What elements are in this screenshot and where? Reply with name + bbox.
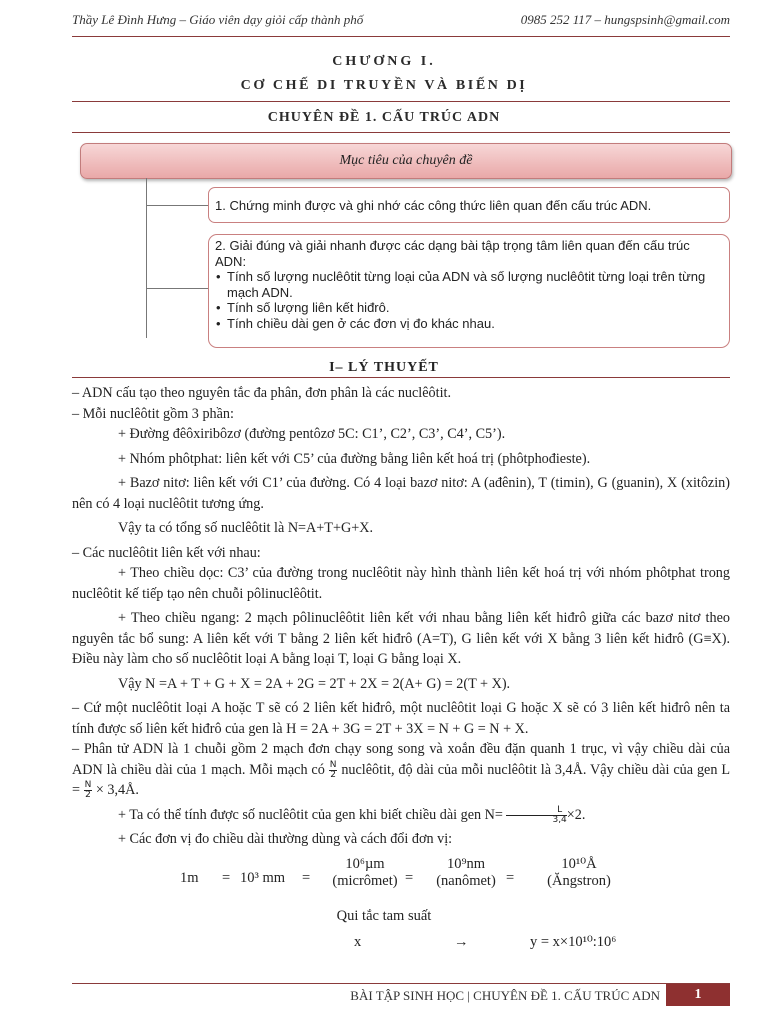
- label: (Ăngstron): [547, 873, 611, 889]
- text: × 3,4Å.: [92, 782, 139, 798]
- numerator: N: [84, 780, 92, 791]
- header-right: 0985 252 117 – hungspsinh@gmail.com: [520, 12, 730, 27]
- numerator: L: [506, 806, 566, 816]
- chapter-divider: [72, 101, 730, 102]
- unit-mm: 10³ mm: [240, 870, 286, 886]
- equals: =: [222, 870, 231, 886]
- paragraph: – Các nuclêôtit liên kết với nhau:: [72, 544, 261, 561]
- goals-connector-branch-2: [146, 288, 208, 289]
- paragraph: – Cứ một nuclêôtit loại A hoặc T sẽ có 2 liên kết hiđrô, một nuclêôtit loại G hoặc X sẽ có 3 liên kết hiđrô nên ta tính được số liên kết hiđrô của gen là H = 2A + 3G = 2T + 3X = N + G = N + X.: [72, 700, 730, 737]
- equals: =: [506, 870, 515, 886]
- value: 10⁹nm: [446, 856, 486, 872]
- equals: =: [302, 870, 311, 886]
- goals-connector: [146, 178, 147, 338]
- fraction-n-over-2: [84, 781, 93, 800]
- paragraph: – ADN cấu tạo theo nguyên tắc đa phân, đơn phân là các nuclêôtit.: [72, 385, 452, 401]
- goal-item-2-list: [215, 269, 723, 331]
- rule-x: x: [354, 934, 362, 950]
- unit-micrometer: [320, 856, 410, 890]
- value: 10¹⁰Å: [561, 856, 597, 872]
- paragraph: + Các đơn vị đo chiều dài thường dùng và cách đổi đơn vị:: [118, 831, 453, 847]
- chapter-title: CƠ CHẾ DI TRUYỀN VÀ BIẾN DỊ: [240, 78, 528, 93]
- text: + Ta có thể tính được số nuclêôtit của gen khi biết chiều dài gen N=: [118, 806, 507, 823]
- paragraph: + Theo chiều ngang: 2 mạch pôlinuclêôtit liên kết với nhau bằng liên kết hiđrô giữa các bazơ nitơ theo nguyên tắc bổ sung: A liên kết với T bằng 2 liên kết hiđrô (A=T), G liên kết với X bằng 3 liên kết hiđrô (G≡X). Điều này làm cho số nuclêôtit loại A bằng loại T, loại G bằng loại X.: [72, 610, 730, 667]
- denominator: 2: [85, 790, 91, 801]
- unit-m: 1m: [180, 870, 199, 886]
- header-divider: [72, 36, 730, 37]
- label: (micrômet): [332, 873, 398, 889]
- topic-divider: [72, 132, 730, 133]
- arrow-icon: →: [454, 934, 469, 950]
- rule-y: y = x×10¹⁰:10⁶: [530, 934, 617, 950]
- paragraph: – Mỗi nuclêôtit gồm 3 phần:: [72, 405, 234, 422]
- paragraph: + Đường đêôxiribôzơ (đường pentôzơ 5C: C1’, C2’, C3’, C4’, C5’).: [118, 426, 506, 442]
- paragraph: + Nhóm phôtphat: liên kết với C5’ của đường bằng liên kết hoá trị (phôtphođieste).: [118, 450, 591, 467]
- value: 10⁶µm: [345, 856, 385, 872]
- unit-angstrom: [534, 856, 624, 890]
- paragraph-length: [72, 739, 730, 801]
- goal-bullet: • Tính số lượng liên kết hiđrô.: [227, 300, 723, 316]
- goals-heading: Mục tiêu của chuyên đề: [80, 143, 732, 179]
- denominator: 3,4: [552, 814, 567, 825]
- chapter-label: CHƯƠNG I.: [332, 54, 436, 69]
- section-title: I– LÝ THUYẾT: [329, 360, 439, 375]
- text: nuclêôtit, độ dài của mỗi nuclêôtit là 3,4Å. Vậy chiều dài của gen L =: [72, 761, 730, 798]
- goal-item-1: 1. Chứng minh được và ghi nhớ các công thức liên quan đến cấu trúc ADN.: [208, 187, 730, 223]
- paragraph: Vậy ta có tổng số nuclêôtit là N=A+T+G+X.: [118, 520, 374, 536]
- goal-bullet: • Tính chiều dài gen ở các đơn vị đo khác nhau.: [227, 316, 723, 332]
- unit-nanometer: [426, 856, 506, 890]
- text: – Phân tử ADN là 1 chuỗi gồm 2 mạch đơn chạy song song và xoắn đều đặn quanh 1 trục, vì vậy chiều dài của ADN là chiều dài của 1 mạch. Mỗi mạch có: [72, 741, 730, 778]
- equals: =: [405, 870, 414, 886]
- text: ×2.: [566, 806, 586, 823]
- fraction-l-over-3-4: [506, 806, 566, 825]
- header-left: Thầy Lê Đình Hưng – Giáo viên dạy giỏi cấp thành phố: [72, 12, 364, 27]
- footer-text: BÀI TẬP SINH HỌC | CHUYÊN ĐỀ 1. CẤU TRÚC ADN: [350, 988, 660, 1003]
- goals-connector-branch-1: [146, 205, 208, 206]
- paragraph: + Theo chiều dọc: C3’ của đường trong nuclêôtit này hình thành liên kết hoá trị với nhóm phôtphat trong nuclêôtit kế tiếp tạo nên chuỗi pôlinuclêôtit.: [72, 565, 730, 602]
- denominator: 2: [330, 769, 336, 780]
- footer-divider: [72, 983, 730, 984]
- section-divider: [72, 377, 730, 378]
- rule-of-three-label: Qui tắc tam suất: [336, 908, 432, 924]
- theory-body: [72, 383, 730, 850]
- goal-bullet: • Tính số lượng nuclêôtit từng loại của ADN và số lượng nuclêôtit từng loại trên từng mạch ADN.: [227, 269, 723, 300]
- goal-item-2: [208, 234, 730, 348]
- paragraph-nucleotide: [72, 805, 730, 826]
- goal-item-2-title: 2. Giải đúng và giải nhanh được các dạng bài tập trọng tâm liên quan đến cấu trúc ADN:: [215, 238, 690, 269]
- topic-title: CHUYÊN ĐỀ 1. CẤU TRÚC ADN: [267, 110, 501, 125]
- numerator: N: [329, 759, 337, 770]
- label: (nanômet): [436, 873, 496, 889]
- unit-conversion: [180, 856, 650, 902]
- paragraph: Vậy N =A + T + G + X = 2A + 2G = 2T + 2X = 2(A+ G) = 2(T + X).: [118, 675, 511, 692]
- page-number: 1: [666, 984, 730, 1006]
- paragraph: + Bazơ nitơ: liên kết với C1’ của đường. Có 4 loại bazơ nitơ: A (ađênin), T (timin), G (guanin), X (xitôzin) nên có 4 loại nuclêôtit tương ứng.: [72, 475, 730, 512]
